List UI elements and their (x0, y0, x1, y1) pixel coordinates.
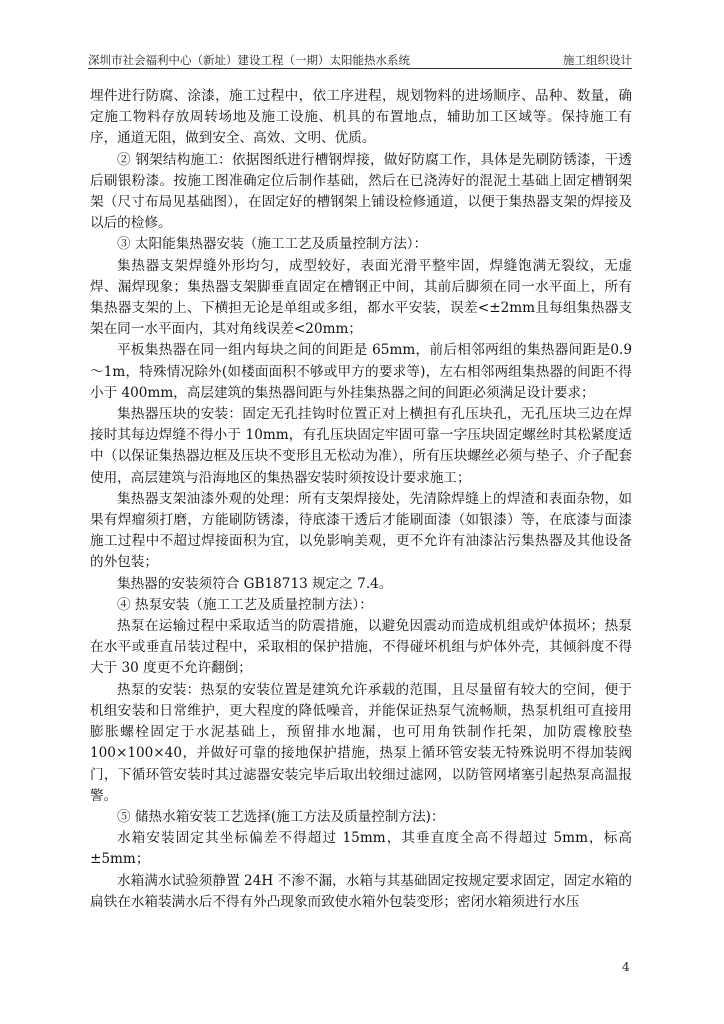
header-document-type: 施工组织设计 (563, 53, 632, 67)
document-body (90, 86, 632, 913)
paragraph: 集热器的安装须符合 GB18713 规定之 7.4。 (117, 575, 393, 592)
header-project-title: 深圳市社会福利中心（新址）建设工程（一期）太阳能热水系统 (88, 53, 410, 67)
page-number: 4 (622, 960, 630, 974)
paragraph: ② 钢架结构施工：依据图纸进行槽钢焊接，做好防腐工作，具体是先刷防锈漆，干透后刷银粉漆。按施工图准确定位后制作基础，然后在已浇涛好的混泥土基础上固定槽钢架架（尺寸布局见基础图），在固定好的槽钢架上铺设检修通道，以便于集热器支架的焊接及以后的检修。 (90, 151, 632, 232)
paragraph: ④ 热泵安装（施工工艺及质量控制方法）： (117, 596, 373, 613)
paragraph: 水箱安装固定其坐标偏差不得超过 15mm，其垂直度全高不得超过 5mm，标高±5mm； (90, 830, 632, 868)
paragraph: 平板集热器在同一组内每块之间的间距是 65mm，前后相邻两组的集热器间距是0.9～1m，特殊情况除外(如楼面面积不够或甲方的要求等)，左右相邻两组集热器的间距不得小于 400mm，高层建筑的集热器间距与外挂集热器之间的间距必须满足设计要求； (90, 342, 632, 401)
header-divider (88, 68, 632, 69)
paragraph: 集热器压块的安装：固定无孔挂钩时位置正对上横担有孔压块孔，无孔压块三边在焊接时其每边焊缝不得小于 10mm，有孔压块固定牢固可靠一字压块固定螺丝时其松紧度适中（以保证集热器边框及压块不变形且无松动为准），所有压块螺丝必须与垫子、介子配套使用，高层建筑与沿海地区的集热器安装时须按设计要求施工； (90, 406, 632, 486)
paragraph: 热泵在运输过程中采取适当的防震措施，以避免因震动而造成机组或炉体损坏；热泵在水平或垂直吊装过程中，采取相的保护措施，不得碰坏机组与炉体外壳，其倾斜度不得大于 30 度更不允许翻倒； (90, 618, 632, 677)
paragraph: 集热器支架焊缝外形均匀，成型较好，表面光滑平整牢固，焊缝饱满无裂纹，无虚焊、漏焊现象；集热器支架脚垂直固定在槽钢正中间，其前后脚须在同一水平面上，所有集热器支架的上、下横担无论是单组或多组，都水平安装，误差<±2mm且每组集热器支架在同一水平面内，其对角线误差<20mm； (90, 257, 632, 338)
paragraph: 集热器支架油漆外观的处理：所有支架焊接处，先清除焊缝上的焊渣和表面杂物，如果有焊瘤须打磨，方能刷防锈漆，待底漆干透后才能刷面漆（如银漆）等，在底漆与面漆施工过程中不超过焊接面积为宜，以免影响美观，更不允许有油漆沾污集热器及其他设备的外包装； (90, 490, 632, 571)
paragraph: 水箱满水试验须静置 24H 不渗不漏，水箱与其基础固定按规定要求固定，固定水箱的扁铁在水箱装满水后不得有外凸现象而致使水箱外包装变形；密闭水箱须进行水压 (90, 872, 632, 910)
page-header (88, 52, 632, 68)
paragraph: 埋件进行防腐、涂漆，施工过程中，依工序进程，规划物料的进场顺序、品种、数量，确定施工物料存放周转场地及施工设施、机具的布置地点，辅助加工区域等。保持施工有序，通道无阻，做到安全、高效、文明、优质。 (90, 88, 632, 147)
paragraph: ⑤ 储热水箱安装工艺选择(施工方法及质量控制方法)： (117, 808, 445, 825)
paragraph: 热泵的安装：热泵的安装位置是建筑允许承载的范围，且尽量留有较大的空间，便于机组安装和日常维护，更大程度的降低噪音，并能保证热泵气流畅顺，热泵机组可直接用膨胀螺栓固定于水泥基础上，预留排水地漏，也可用角铁制作托架，加防震橡胶垫 100×100×40，并做好可靠的接地保护措施，热泵上循环管安装无特殊说明不得加装阀门，下循环管安装时其过滤器安装完毕后取出较细过滤网，以防管网堵塞引起热泵高温报警。 (90, 681, 632, 804)
paragraph: ③ 太阳能集热器安装（施工工艺及质量控制方法）： (117, 236, 428, 253)
